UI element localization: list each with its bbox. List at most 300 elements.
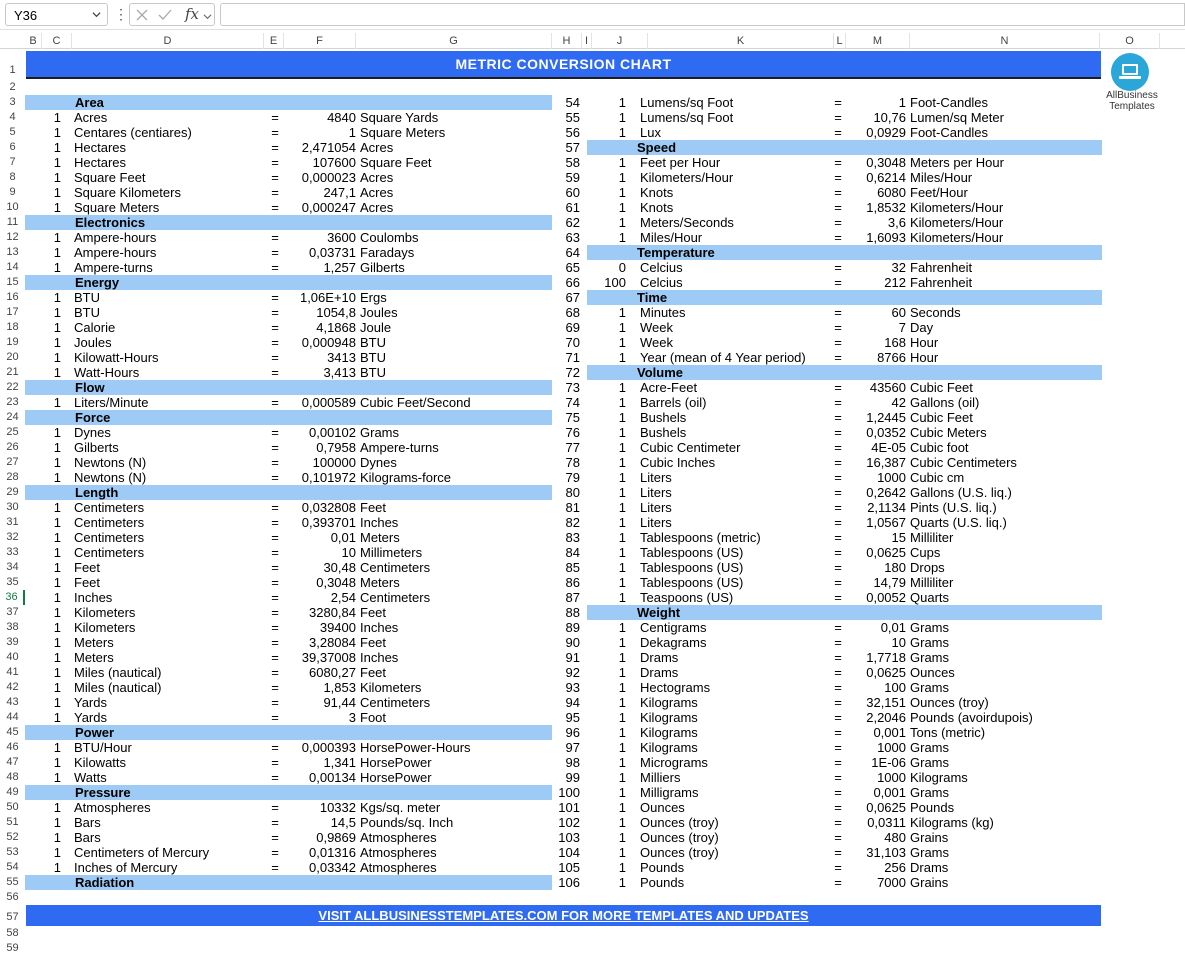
to-unit-cell[interactable]: Grams <box>910 620 949 635</box>
equals-cell[interactable]: = <box>271 845 279 860</box>
from-unit-cell[interactable]: Knots <box>640 200 674 215</box>
equals-cell[interactable]: = <box>834 665 842 680</box>
quantity-cell[interactable]: 1 <box>618 305 626 320</box>
index-cell[interactable]: 88 <box>565 605 580 620</box>
quantity-cell[interactable]: 1 <box>618 485 626 500</box>
equals-cell[interactable]: = <box>834 485 842 500</box>
to-unit-cell[interactable]: Cubic Feet <box>910 380 973 395</box>
value-cell[interactable]: 0,0625 <box>866 665 906 680</box>
quantity-cell[interactable]: 1 <box>618 815 626 830</box>
index-cell[interactable]: 96 <box>565 725 580 740</box>
quantity-cell[interactable]: 1 <box>618 335 626 350</box>
from-unit-cell[interactable]: Lumens/sq Foot <box>640 110 734 125</box>
row-header-52[interactable]: 52 <box>6 831 19 843</box>
quantity-cell[interactable]: 1 <box>618 680 626 695</box>
quantity-cell[interactable]: 1 <box>618 620 626 635</box>
value-cell[interactable]: 100000 <box>312 455 356 470</box>
from-unit-cell[interactable]: Inches <box>74 590 113 605</box>
to-unit-cell[interactable]: Atmospheres <box>360 860 437 875</box>
equals-cell[interactable]: = <box>834 125 842 140</box>
value-cell[interactable]: 0,393701 <box>301 515 356 530</box>
from-unit-cell[interactable]: Barrels (oil) <box>640 395 707 410</box>
cancel-icon[interactable] <box>136 9 148 21</box>
index-cell[interactable]: 95 <box>565 710 580 725</box>
equals-cell[interactable]: = <box>271 665 279 680</box>
from-unit-cell[interactable]: Square Meters <box>74 200 160 215</box>
from-unit-cell[interactable]: Ampere-turns <box>74 260 153 275</box>
value-cell[interactable]: 14,5 <box>330 815 356 830</box>
quantity-cell[interactable]: 1 <box>53 545 61 560</box>
equals-cell[interactable]: = <box>834 350 842 365</box>
value-cell[interactable]: 30,48 <box>323 560 356 575</box>
row-header-9[interactable]: 9 <box>9 186 16 198</box>
value-cell[interactable]: 3 <box>348 710 356 725</box>
index-cell[interactable]: 85 <box>565 560 580 575</box>
from-unit-cell[interactable]: Celcius <box>640 260 683 275</box>
value-cell[interactable]: 1,0567 <box>866 515 906 530</box>
index-cell[interactable]: 77 <box>565 440 580 455</box>
equals-cell[interactable]: = <box>834 215 842 230</box>
to-unit-cell[interactable]: Drops <box>910 560 945 575</box>
equals-cell[interactable]: = <box>271 335 279 350</box>
from-unit-cell[interactable]: Meters <box>74 650 114 665</box>
row-header-22[interactable]: 22 <box>6 381 19 393</box>
to-unit-cell[interactable]: Kilometers/Hour <box>910 215 1004 230</box>
value-cell[interactable]: 10 <box>891 635 906 650</box>
row-header-14[interactable]: 14 <box>6 261 19 273</box>
to-unit-cell[interactable]: Gilberts <box>360 260 405 275</box>
to-unit-cell[interactable]: Meters per Hour <box>910 155 1004 170</box>
quantity-cell[interactable]: 1 <box>618 320 626 335</box>
value-cell[interactable]: 1 <box>348 125 356 140</box>
index-cell[interactable]: 60 <box>565 185 580 200</box>
from-unit-cell[interactable]: Square Kilometers <box>74 185 181 200</box>
to-unit-cell[interactable]: Cubic foot <box>910 440 969 455</box>
index-cell[interactable]: 78 <box>565 455 580 470</box>
equals-cell[interactable]: = <box>271 365 279 380</box>
from-unit-cell[interactable]: Liters <box>640 470 672 485</box>
to-unit-cell[interactable]: Acres <box>360 200 394 215</box>
value-cell[interactable]: 480 <box>884 830 906 845</box>
from-unit-cell[interactable]: Newtons (N) <box>74 455 147 470</box>
row-header-36[interactable]: 36 <box>0 590 25 605</box>
to-unit-cell[interactable]: Faradays <box>360 245 415 260</box>
value-cell[interactable]: 43560 <box>869 380 906 395</box>
quantity-cell[interactable]: 1 <box>53 665 61 680</box>
equals-cell[interactable]: = <box>834 515 842 530</box>
index-cell[interactable]: 70 <box>565 335 580 350</box>
equals-cell[interactable]: = <box>271 395 279 410</box>
to-unit-cell[interactable]: Cubic cm <box>910 470 965 485</box>
from-unit-cell[interactable]: Pounds <box>640 860 685 875</box>
quantity-cell[interactable]: 1 <box>53 755 61 770</box>
index-cell[interactable]: 105 <box>558 860 580 875</box>
value-cell[interactable]: 0,0311 <box>867 815 906 830</box>
equals-cell[interactable]: = <box>834 455 842 470</box>
value-cell[interactable]: 15 <box>891 530 906 545</box>
value-cell[interactable]: 0,000589 <box>301 395 356 410</box>
value-cell[interactable]: 1,341 <box>323 755 356 770</box>
index-cell[interactable]: 75 <box>565 410 580 425</box>
category-pressure[interactable] <box>25 785 552 800</box>
to-unit-cell[interactable]: Grams <box>360 425 399 440</box>
value-cell[interactable]: 0,3048 <box>866 155 906 170</box>
from-unit-cell[interactable]: Bars <box>74 815 101 830</box>
value-cell[interactable]: 0,6214 <box>866 170 906 185</box>
value-cell[interactable]: 0,2642 <box>866 485 906 500</box>
category-time[interactable] <box>587 290 1102 305</box>
equals-cell[interactable]: = <box>834 530 842 545</box>
row-header-12[interactable]: 12 <box>6 231 19 243</box>
index-cell[interactable]: 91 <box>565 650 580 665</box>
from-unit-cell[interactable]: Ampere-hours <box>74 230 157 245</box>
value-cell[interactable]: 0,000393 <box>301 740 356 755</box>
to-unit-cell[interactable]: Ounces <box>910 665 955 680</box>
from-unit-cell[interactable]: Centigrams <box>640 620 707 635</box>
from-unit-cell[interactable]: Centimeters <box>74 500 145 515</box>
value-cell[interactable]: 1 <box>898 95 906 110</box>
row-header-19[interactable]: 19 <box>6 336 19 348</box>
row-header-11[interactable]: 11 <box>6 216 19 228</box>
value-cell[interactable]: 10,76 <box>873 110 906 125</box>
equals-cell[interactable]: = <box>271 620 279 635</box>
from-unit-cell[interactable]: Kilometers <box>74 605 136 620</box>
equals-cell[interactable]: = <box>834 410 842 425</box>
row-header-45[interactable]: 45 <box>6 726 19 738</box>
index-cell[interactable]: 61 <box>565 200 580 215</box>
row-header-1[interactable]: 1 <box>9 64 16 76</box>
to-unit-cell[interactable]: Kilograms (kg) <box>910 815 994 830</box>
from-unit-cell[interactable]: Kilowatts <box>74 755 127 770</box>
from-unit-cell[interactable]: BTU/Hour <box>74 740 132 755</box>
row-header-40[interactable]: 40 <box>6 651 19 663</box>
quantity-cell[interactable]: 1 <box>53 440 61 455</box>
row-header-4[interactable]: 4 <box>9 111 16 123</box>
to-unit-cell[interactable]: Kilometers/Hour <box>910 200 1004 215</box>
value-cell[interactable]: 0,0625 <box>866 545 906 560</box>
quantity-cell[interactable]: 1 <box>618 755 626 770</box>
value-cell[interactable]: 7000 <box>877 875 906 890</box>
from-unit-cell[interactable]: Year (mean of 4 Year period) <box>640 350 806 365</box>
quantity-cell[interactable]: 1 <box>53 470 61 485</box>
quantity-cell[interactable]: 1 <box>618 770 626 785</box>
from-unit-cell[interactable]: Bars <box>74 830 101 845</box>
row-header-5[interactable]: 5 <box>9 126 16 138</box>
value-cell[interactable]: 180 <box>884 560 906 575</box>
equals-cell[interactable]: = <box>834 335 842 350</box>
row-header-59[interactable]: 59 <box>6 942 19 953</box>
index-cell[interactable]: 90 <box>565 635 580 650</box>
index-cell[interactable]: 64 <box>565 245 580 260</box>
to-unit-cell[interactable]: Gallons (oil) <box>910 395 980 410</box>
to-unit-cell[interactable]: Quarts <box>910 590 950 605</box>
to-unit-cell[interactable]: Foot-Candles <box>910 125 989 140</box>
equals-cell[interactable]: = <box>834 635 842 650</box>
column-header-k[interactable]: K <box>648 33 834 49</box>
to-unit-cell[interactable]: Grams <box>910 650 949 665</box>
equals-cell[interactable]: = <box>834 275 842 290</box>
from-unit-cell[interactable]: Week <box>640 320 673 335</box>
index-cell[interactable]: 80 <box>565 485 580 500</box>
equals-cell[interactable]: = <box>834 875 842 890</box>
to-unit-cell[interactable]: HorsePower-Hours <box>360 740 471 755</box>
value-cell[interactable]: 2,471054 <box>301 140 356 155</box>
from-unit-cell[interactable]: Micrograms <box>640 755 708 770</box>
row-header-25[interactable]: 25 <box>6 426 19 438</box>
column-header-j[interactable]: J <box>592 33 648 49</box>
column-header-c[interactable]: C <box>42 33 72 49</box>
column-header-m[interactable]: M <box>846 33 910 49</box>
equals-cell[interactable]: = <box>834 185 842 200</box>
index-cell[interactable]: 66 <box>565 275 580 290</box>
value-cell[interactable]: 0,000948 <box>301 335 356 350</box>
index-cell[interactable]: 102 <box>558 815 580 830</box>
footer-link[interactable]: VISIT ALLBUSINESSTEMPLATES.COM FOR MORE TEMPLATES AND UPDATES <box>26 905 1101 926</box>
quantity-cell[interactable]: 1 <box>53 575 61 590</box>
value-cell[interactable]: 0,000247 <box>301 200 356 215</box>
quantity-cell[interactable]: 1 <box>618 350 626 365</box>
to-unit-cell[interactable]: Meters <box>360 530 400 545</box>
quantity-cell[interactable]: 1 <box>618 110 626 125</box>
index-cell[interactable]: 65 <box>565 260 580 275</box>
equals-cell[interactable]: = <box>271 425 279 440</box>
value-cell[interactable]: 0,000023 <box>301 170 356 185</box>
quantity-cell[interactable]: 1 <box>53 395 61 410</box>
column-header-h[interactable]: H <box>552 33 582 49</box>
quantity-cell[interactable]: 1 <box>53 110 61 125</box>
row-header-8[interactable]: 8 <box>9 171 16 183</box>
index-cell[interactable]: 97 <box>565 740 580 755</box>
to-unit-cell[interactable]: Square Yards <box>360 110 439 125</box>
quantity-cell[interactable]: 1 <box>53 335 61 350</box>
index-cell[interactable]: 69 <box>565 320 580 335</box>
row-header-21[interactable]: 21 <box>6 366 19 378</box>
quantity-cell[interactable]: 1 <box>618 170 626 185</box>
quantity-cell[interactable]: 1 <box>53 650 61 665</box>
quantity-cell[interactable]: 1 <box>618 800 626 815</box>
to-unit-cell[interactable]: Grams <box>910 785 949 800</box>
quantity-cell[interactable]: 1 <box>53 140 61 155</box>
row-header-48[interactable]: 48 <box>6 771 19 783</box>
quantity-cell[interactable]: 1 <box>618 395 626 410</box>
index-cell[interactable]: 89 <box>565 620 580 635</box>
equals-cell[interactable]: = <box>834 575 842 590</box>
equals-cell[interactable]: = <box>271 605 279 620</box>
index-cell[interactable]: 79 <box>565 470 580 485</box>
from-unit-cell[interactable]: Milligrams <box>640 785 699 800</box>
value-cell[interactable]: 4E-05 <box>871 440 906 455</box>
index-cell[interactable]: 67 <box>565 290 580 305</box>
from-unit-cell[interactable]: Calorie <box>74 320 116 335</box>
to-unit-cell[interactable]: Square Feet <box>360 155 432 170</box>
from-unit-cell[interactable]: Lux <box>640 125 661 140</box>
equals-cell[interactable]: = <box>834 230 842 245</box>
value-cell[interactable]: 14,79 <box>873 575 906 590</box>
from-unit-cell[interactable]: Drams <box>640 665 679 680</box>
quantity-cell[interactable]: 1 <box>618 500 626 515</box>
from-unit-cell[interactable]: Minutes <box>640 305 686 320</box>
value-cell[interactable]: 0,7958 <box>316 440 356 455</box>
value-cell[interactable]: 1,06E+10 <box>299 290 356 305</box>
chevron-down-icon[interactable] <box>203 12 212 21</box>
quantity-cell[interactable]: 1 <box>618 425 626 440</box>
value-cell[interactable]: 3,28084 <box>309 635 356 650</box>
from-unit-cell[interactable]: Lumens/sq Foot <box>640 95 734 110</box>
to-unit-cell[interactable]: Acres <box>360 140 394 155</box>
value-cell[interactable]: 8766 <box>877 350 906 365</box>
equals-cell[interactable]: = <box>834 305 842 320</box>
quantity-cell[interactable]: 0 <box>618 260 626 275</box>
index-cell[interactable]: 56 <box>565 125 580 140</box>
index-cell[interactable]: 54 <box>565 95 580 110</box>
equals-cell[interactable]: = <box>834 260 842 275</box>
value-cell[interactable]: 0,001 <box>873 725 906 740</box>
to-unit-cell[interactable]: Ampere-turns <box>360 440 439 455</box>
index-cell[interactable]: 84 <box>565 545 580 560</box>
value-cell[interactable]: 3280,84 <box>309 605 356 620</box>
equals-cell[interactable]: = <box>271 260 279 275</box>
from-unit-cell[interactable]: Kilograms <box>640 725 698 740</box>
index-cell[interactable]: 62 <box>565 215 580 230</box>
quantity-cell[interactable]: 1 <box>618 635 626 650</box>
quantity-cell[interactable]: 1 <box>618 560 626 575</box>
value-cell[interactable]: 10332 <box>319 800 356 815</box>
index-cell[interactable]: 82 <box>565 515 580 530</box>
row-header-23[interactable]: 23 <box>6 396 19 408</box>
from-unit-cell[interactable]: Week <box>640 335 673 350</box>
index-cell[interactable]: 106 <box>558 875 580 890</box>
category-volume[interactable] <box>587 365 1102 380</box>
from-unit-cell[interactable]: BTU <box>74 290 100 305</box>
index-cell[interactable]: 92 <box>565 665 580 680</box>
quantity-cell[interactable]: 1 <box>618 860 626 875</box>
quantity-cell[interactable]: 1 <box>618 725 626 740</box>
to-unit-cell[interactable]: BTU <box>360 365 386 380</box>
equals-cell[interactable]: = <box>834 680 842 695</box>
quantity-cell[interactable]: 1 <box>618 125 626 140</box>
category-power[interactable] <box>25 725 552 740</box>
from-unit-cell[interactable]: Kilometers/Hour <box>640 170 734 185</box>
index-cell[interactable]: 73 <box>565 380 580 395</box>
quantity-cell[interactable]: 1 <box>618 545 626 560</box>
from-unit-cell[interactable]: Gilberts <box>74 440 119 455</box>
from-unit-cell[interactable]: BTU <box>74 305 100 320</box>
equals-cell[interactable]: = <box>834 320 842 335</box>
row-header-57[interactable]: 57 <box>6 911 19 923</box>
quantity-cell[interactable]: 1 <box>53 800 61 815</box>
equals-cell[interactable]: = <box>834 785 842 800</box>
index-cell[interactable]: 81 <box>565 500 580 515</box>
value-cell[interactable]: 2,54 <box>330 590 356 605</box>
equals-cell[interactable]: = <box>271 695 279 710</box>
from-unit-cell[interactable]: Miles (nautical) <box>74 665 162 680</box>
from-unit-cell[interactable]: Liters <box>640 500 672 515</box>
to-unit-cell[interactable]: Centimeters <box>360 695 431 710</box>
from-unit-cell[interactable]: Miles (nautical) <box>74 680 162 695</box>
category-speed[interactable] <box>587 140 1102 155</box>
equals-cell[interactable]: = <box>834 425 842 440</box>
value-cell[interactable]: 247,1 <box>323 185 356 200</box>
equals-cell[interactable]: = <box>834 440 842 455</box>
equals-cell[interactable]: = <box>834 380 842 395</box>
row-header-33[interactable]: 33 <box>6 546 19 558</box>
to-unit-cell[interactable]: Foot <box>360 710 387 725</box>
value-cell[interactable]: 2,1134 <box>867 500 906 515</box>
row-header-16[interactable]: 16 <box>6 291 19 303</box>
from-unit-cell[interactable]: Feet <box>74 560 101 575</box>
value-cell[interactable]: 0,01 <box>880 620 906 635</box>
value-cell[interactable]: 3600 <box>327 230 356 245</box>
to-unit-cell[interactable]: Centimeters <box>360 590 431 605</box>
equals-cell[interactable]: = <box>271 755 279 770</box>
to-unit-cell[interactable]: Inches <box>360 515 399 530</box>
quantity-cell[interactable]: 1 <box>53 740 61 755</box>
quantity-cell[interactable]: 1 <box>618 155 626 170</box>
equals-cell[interactable]: = <box>834 560 842 575</box>
row-header-26[interactable]: 26 <box>6 441 19 453</box>
equals-cell[interactable]: = <box>271 560 279 575</box>
quantity-cell[interactable]: 1 <box>618 740 626 755</box>
value-cell[interactable]: 0,9869 <box>316 830 356 845</box>
category-energy[interactable] <box>25 275 552 290</box>
to-unit-cell[interactable]: Square Meters <box>360 125 446 140</box>
to-unit-cell[interactable]: Foot-Candles <box>910 95 989 110</box>
to-unit-cell[interactable]: Kilometers/Hour <box>910 230 1004 245</box>
value-cell[interactable]: 1,8532 <box>866 200 906 215</box>
row-header-34[interactable]: 34 <box>6 561 19 573</box>
equals-cell[interactable]: = <box>271 590 279 605</box>
equals-cell[interactable]: = <box>834 200 842 215</box>
equals-cell[interactable]: = <box>271 440 279 455</box>
row-header-7[interactable]: 7 <box>9 156 16 168</box>
category-flow[interactable] <box>25 380 552 395</box>
value-cell[interactable]: 1000 <box>877 770 906 785</box>
category-weight[interactable] <box>587 605 1102 620</box>
quantity-cell[interactable]: 1 <box>53 635 61 650</box>
column-header-l[interactable]: L <box>834 33 846 49</box>
to-unit-cell[interactable]: Cubic Feet <box>910 410 973 425</box>
index-cell[interactable]: 103 <box>558 830 580 845</box>
equals-cell[interactable]: = <box>271 800 279 815</box>
value-cell[interactable]: 32,151 <box>866 695 906 710</box>
to-unit-cell[interactable]: Meters <box>360 575 400 590</box>
category-temperature[interactable] <box>587 245 1102 260</box>
equals-cell[interactable]: = <box>271 710 279 725</box>
to-unit-cell[interactable]: Fahrenheit <box>910 260 973 275</box>
equals-cell[interactable]: = <box>271 305 279 320</box>
to-unit-cell[interactable]: Grains <box>910 875 949 890</box>
value-cell[interactable]: 256 <box>884 860 906 875</box>
quantity-cell[interactable]: 1 <box>53 680 61 695</box>
row-header-44[interactable]: 44 <box>6 711 19 723</box>
row-header-38[interactable]: 38 <box>6 621 19 633</box>
quantity-cell[interactable]: 1 <box>53 320 61 335</box>
from-unit-cell[interactable]: Square Feet <box>74 170 146 185</box>
quantity-cell[interactable]: 1 <box>618 875 626 890</box>
to-unit-cell[interactable]: Kilograms-force <box>360 470 452 485</box>
from-unit-cell[interactable]: Bushels <box>640 425 687 440</box>
equals-cell[interactable]: = <box>834 110 842 125</box>
quantity-cell[interactable]: 1 <box>618 95 626 110</box>
quantity-cell[interactable]: 1 <box>618 230 626 245</box>
to-unit-cell[interactable]: Pounds <box>910 800 955 815</box>
equals-cell[interactable]: = <box>834 860 842 875</box>
from-unit-cell[interactable]: Kilowatt-Hours <box>74 350 159 365</box>
equals-cell[interactable]: = <box>271 200 279 215</box>
equals-cell[interactable]: = <box>834 500 842 515</box>
value-cell[interactable]: 1,257 <box>323 260 356 275</box>
row-header-43[interactable]: 43 <box>6 696 19 708</box>
